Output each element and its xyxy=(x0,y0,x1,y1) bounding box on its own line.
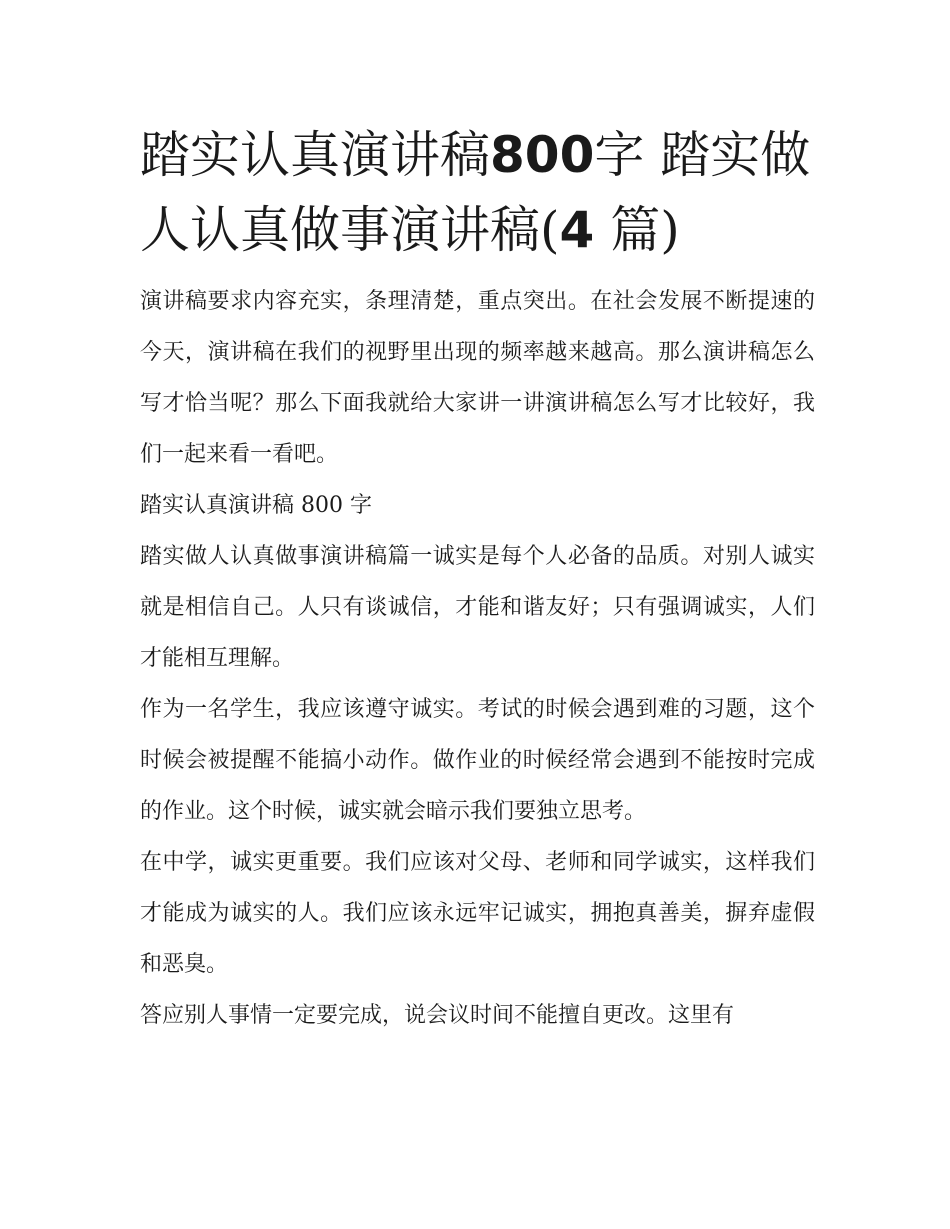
section-heading: 踏实认真演讲稿 800 字 xyxy=(140,493,372,518)
body-paragraph-4: 答应别人事情一定要完成，说会议时间不能擅自更改。这里有 xyxy=(140,1003,735,1028)
document-title xyxy=(140,118,815,268)
title-text-1: 踏实认真演讲稿 xyxy=(140,126,490,184)
body-paragraph-3: 在中学，诚实更重要。我们应该对父母、老师和同学诚实，这样我们才能成为诚实的人。我们应该永远牢记诚实，拥抱真善美，摒弃虚假和恶臭。 xyxy=(140,850,815,977)
title-number-800: 800 xyxy=(490,126,595,184)
title-text-2: 字 踏实做人认真做事演讲稿( xyxy=(140,126,811,259)
title-number-4: 4 xyxy=(559,201,595,259)
body-paragraph-2: 作为一名学生，我应该遵守诚实。考试的时候会遇到难的习题，这个时候会被提醒不能搞小动作。做作业的时候经常会遇到不能按时完成的作业。这个时候，诚实就会暗示我们要独立思考。 xyxy=(140,697,815,824)
intro-paragraph: 演讲稿要求内容充实，条理清楚，重点突出。在社会发展不断提速的今天，演讲稿在我们的视野里出现的频率越来越高。那么演讲稿怎么写才恰当呢？那么下面我就给大家讲一讲演讲稿怎么写才比较好，我们一起来看一看吧。 xyxy=(140,289,815,467)
title-text-3: 篇) xyxy=(594,201,680,259)
body-paragraph-1: 踏实做人认真做事演讲稿篇一诚实是每个人必备的品质。对别人诚实就是相信自己。人只有谈诚信，才能和谐友好；只有强调诚实，人们才能相互理解。 xyxy=(140,544,815,671)
document-page xyxy=(140,118,815,1041)
